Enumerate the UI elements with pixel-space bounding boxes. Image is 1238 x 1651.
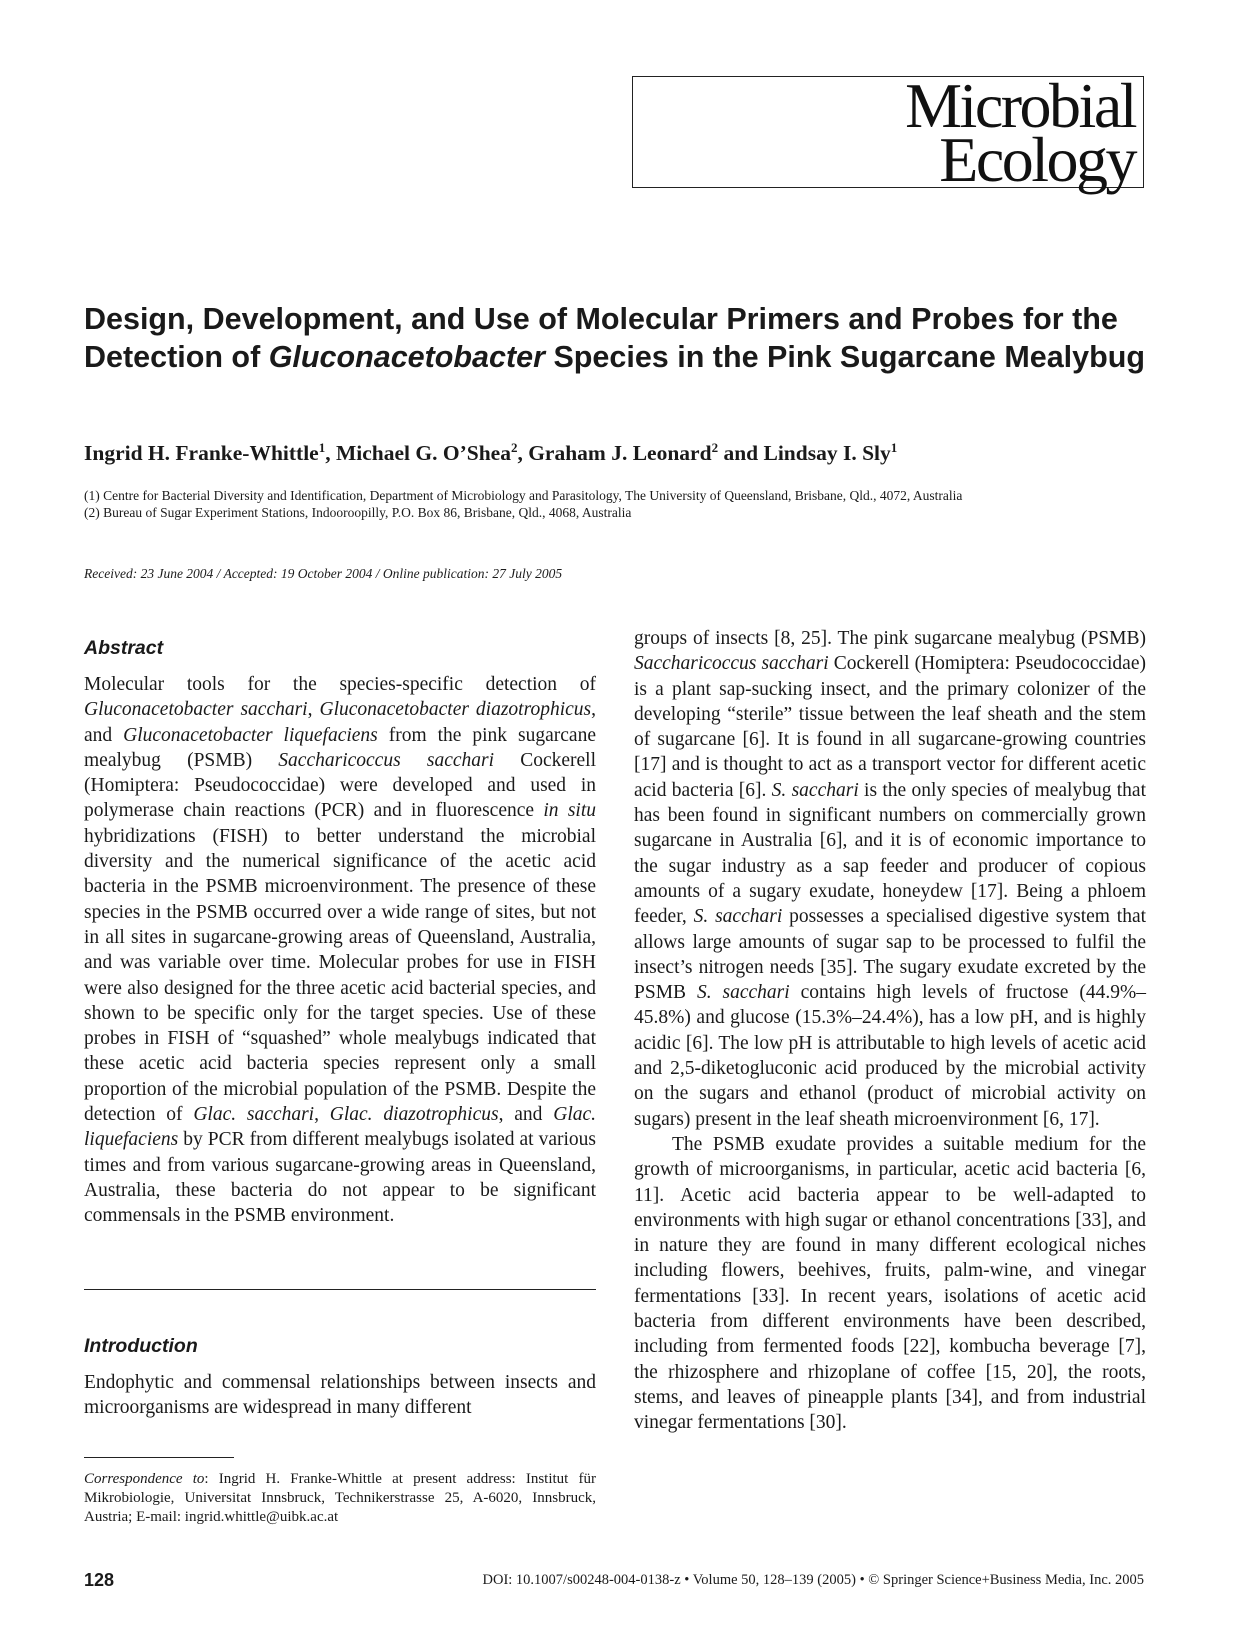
text-run: , and: [498, 1104, 554, 1126]
author: Lindsay I. Sly: [763, 441, 891, 466]
footnote-text: : Ingrid H. Franke-Whittle at present address: Institut für Mikrobiologie, Universitat Innsbruck, Technikerstrasse 25, A-6020, Innsbruck, Austria; E-mail: ingrid.whittle@uibk.ac.at: [84, 1471, 596, 1525]
italic-term: S. sacchari: [771, 779, 859, 801]
abstract-text: [84, 672, 596, 1229]
text-run: ,: [314, 1104, 330, 1126]
italic-term: Glac. diazotrophicus: [329, 1104, 499, 1126]
journal-logo-box: [632, 70, 1144, 195]
italic-term: Gluconacetobacter diazotrophicus: [319, 699, 592, 721]
abstract-divider: [84, 1289, 596, 1290]
italic-term: Saccharicoccus sacchari: [634, 653, 829, 675]
italic-term: Glac. sacchari: [193, 1104, 315, 1126]
author-sep: and: [718, 441, 764, 466]
author: Graham J. Leonard: [528, 441, 712, 466]
page-number: 128: [84, 1570, 115, 1590]
title-part1: Design, Development, and Use of Molecular Primers and Probes for the Detection of: [84, 302, 1118, 374]
right-column: [634, 626, 1146, 1436]
text-run: , and: [84, 699, 597, 746]
journal-name: [905, 70, 1135, 195]
introduction-heading: Introduction: [84, 1335, 198, 1357]
author-affil-sup: 1: [890, 440, 898, 455]
affiliations: [84, 487, 1084, 521]
text-run: Cockerell (Homiptera: Pseudococcidae) is a plant sap-sucking insect, and the primary colonizer of the developing “sterile” tissue between the leaf sheath and the stem of sugarcane [6]. It is found in all sugarcane-growing countries [17] and is thought to act as a transport vector for different acetic acid bacteria [6].: [634, 653, 1146, 801]
text-run: Molecular tools for the species-specific detection of: [84, 674, 596, 695]
author-affil-sup: 2: [510, 440, 518, 455]
author-affil-sup: 1: [318, 440, 326, 455]
journal-name-line2: Ecology: [939, 124, 1135, 195]
left-column: [84, 636, 596, 1229]
text-run: is the only species of mealybug that has been found in significant numbers on commercially grown sugarcane in Australia [6], and it is of economic importance to the sugar industry as a sap feeder and producer of copious amounts of a sugary exudate, honeydew [17]. Being a phloem feeder,: [634, 779, 1146, 928]
author-affil-sup: 2: [711, 440, 719, 455]
text-run: hybridizations (FISH) to better understand the microbial diversity and the numerical significance of the acetic acid bacteria in the PSMB microenvironment. The presence of these species in the PSMB occurred over a wide range of sites, but not in all sites in sugarcane-growing areas of Queensland, Australia, and was variable over time. Molecular probes for use in FISH were also designed for the three acetic acid bacterial species, and shown to be specific only for the target species. Use of these probes in FISH of “squashed” whole mealybugs indicated that these acetic acid bacteria species represent only a small proportion of the microbial population of the PSMB. Despite the detection of: [84, 825, 596, 1126]
author-sep: ,: [325, 441, 336, 466]
footnote-label: Correspondence to: [84, 1471, 205, 1487]
text-run: from the pink sugarcane mealybug (PSMB): [84, 724, 596, 771]
italic-term: S. sacchari: [696, 982, 790, 1004]
text-run: by PCR from different mealybugs isolated at various times and from various sugarcane-growing areas in Queensland, Australia, these bacteria do not appear to be significant commensals in the PSMB environment.: [84, 1129, 596, 1227]
author: Ingrid H. Franke-Whittle: [84, 441, 319, 466]
italic-term: Gluconacetobacter liquefaciens: [123, 724, 378, 746]
abstract-heading: Abstract: [84, 637, 164, 659]
italic-term: in situ: [543, 800, 596, 822]
introduction-paragraph-2: The PSMB exudate provides a suitable medium for the growth of microorganisms, in particular, acetic acid bacteria [6, 11]. Acetic acid bacteria appear to be well-adapted to environments with high sugar or ethanol concentrations [33], and in nature they are found in many different ecological niches including flowers, beehives, fruits, palm-wine, and vinegar fermentations [33]. In recent years, isolations of acetic acid bacteria from different environments have been described, including from fermented foods [22], kombucha beverage [7], the rhizosphere and rhizoplane of coffee [15, 20], the roots, stems, and leaves of pineapple plants [34], and from industrial vinegar fermentations [30].: [634, 1133, 1146, 1434]
text-run: contains high levels of fructose (44.9%–45.8%) and glucose (15.3%–24.4%), has a low pH, and is highly acidic [6]. The low pH is attributable to high levels of acetic acid and 2,5-diketogluconic acid produced by the microbial activity on the sugars and ethanol (product of microbial activity on sugars) present in the leaf sheath microenvironment [6, 17].: [634, 982, 1146, 1130]
correspondence-footnote: [84, 1470, 596, 1527]
text-run: groups of insects [8, 25]. The pink sugarcane mealybug (PSMB): [634, 628, 1146, 649]
italic-term: Glac. liquefaciens: [84, 1104, 597, 1151]
journal-name-line1: Microbial: [905, 70, 1135, 141]
author-list: [84, 434, 1164, 467]
publication-dates: Received: 23 June 2004 / Accepted: 19 October 2004 / Online publication: 27 July 2005: [84, 566, 563, 581]
text-run: Cockerell (Homiptera: Pseudococcidae) were developed and used in polymerase chain reactions (PCR) and in fluorescence: [84, 749, 596, 822]
author: Michael G. O’Shea: [335, 441, 511, 466]
article-title: [84, 300, 1164, 376]
introduction-text-left: Endophytic and commensal relationships between insects and microorganisms are widespread in many different: [84, 1372, 596, 1419]
title-genus: Gluconacetobacter: [268, 340, 545, 374]
affiliation-1: (1) Centre for Bacterial Diversity and Identification, Department of Microbiology and Parasitology, The University of Queensland, Brisbane, Qld., 4072, Australia: [84, 488, 963, 503]
italic-term: Gluconacetobacter sacchari: [84, 699, 308, 721]
italic-term: S. sacchari: [693, 906, 783, 928]
footnote-divider: [84, 1457, 234, 1458]
author-sep: ,: [517, 441, 529, 466]
text-run: possesses a specialised digestive system that allows large amounts of sugar sap to be processed to fulfil the insect’s nitrogen needs [35]. The sugary exudate excreted by the PSMB: [634, 906, 1147, 1004]
affiliation-2: (2) Bureau of Sugar Experiment Stations, Indooroopilly, P.O. Box 86, Brisbane, Qld., 4068, Australia: [84, 505, 632, 520]
introduction-paragraph-1: [634, 626, 1146, 1132]
text-run: ,: [307, 699, 320, 721]
title-part2: Species in the Pink Sugarcane Mealybug: [544, 340, 1146, 374]
italic-term: Saccharicoccus sacchari: [278, 749, 495, 771]
footer-citation: DOI: 10.1007/s00248-004-0138-z • Volume 50, 128–139 (2005) • © Springer Science+Business Media, Inc. 2005: [482, 1572, 1144, 1588]
